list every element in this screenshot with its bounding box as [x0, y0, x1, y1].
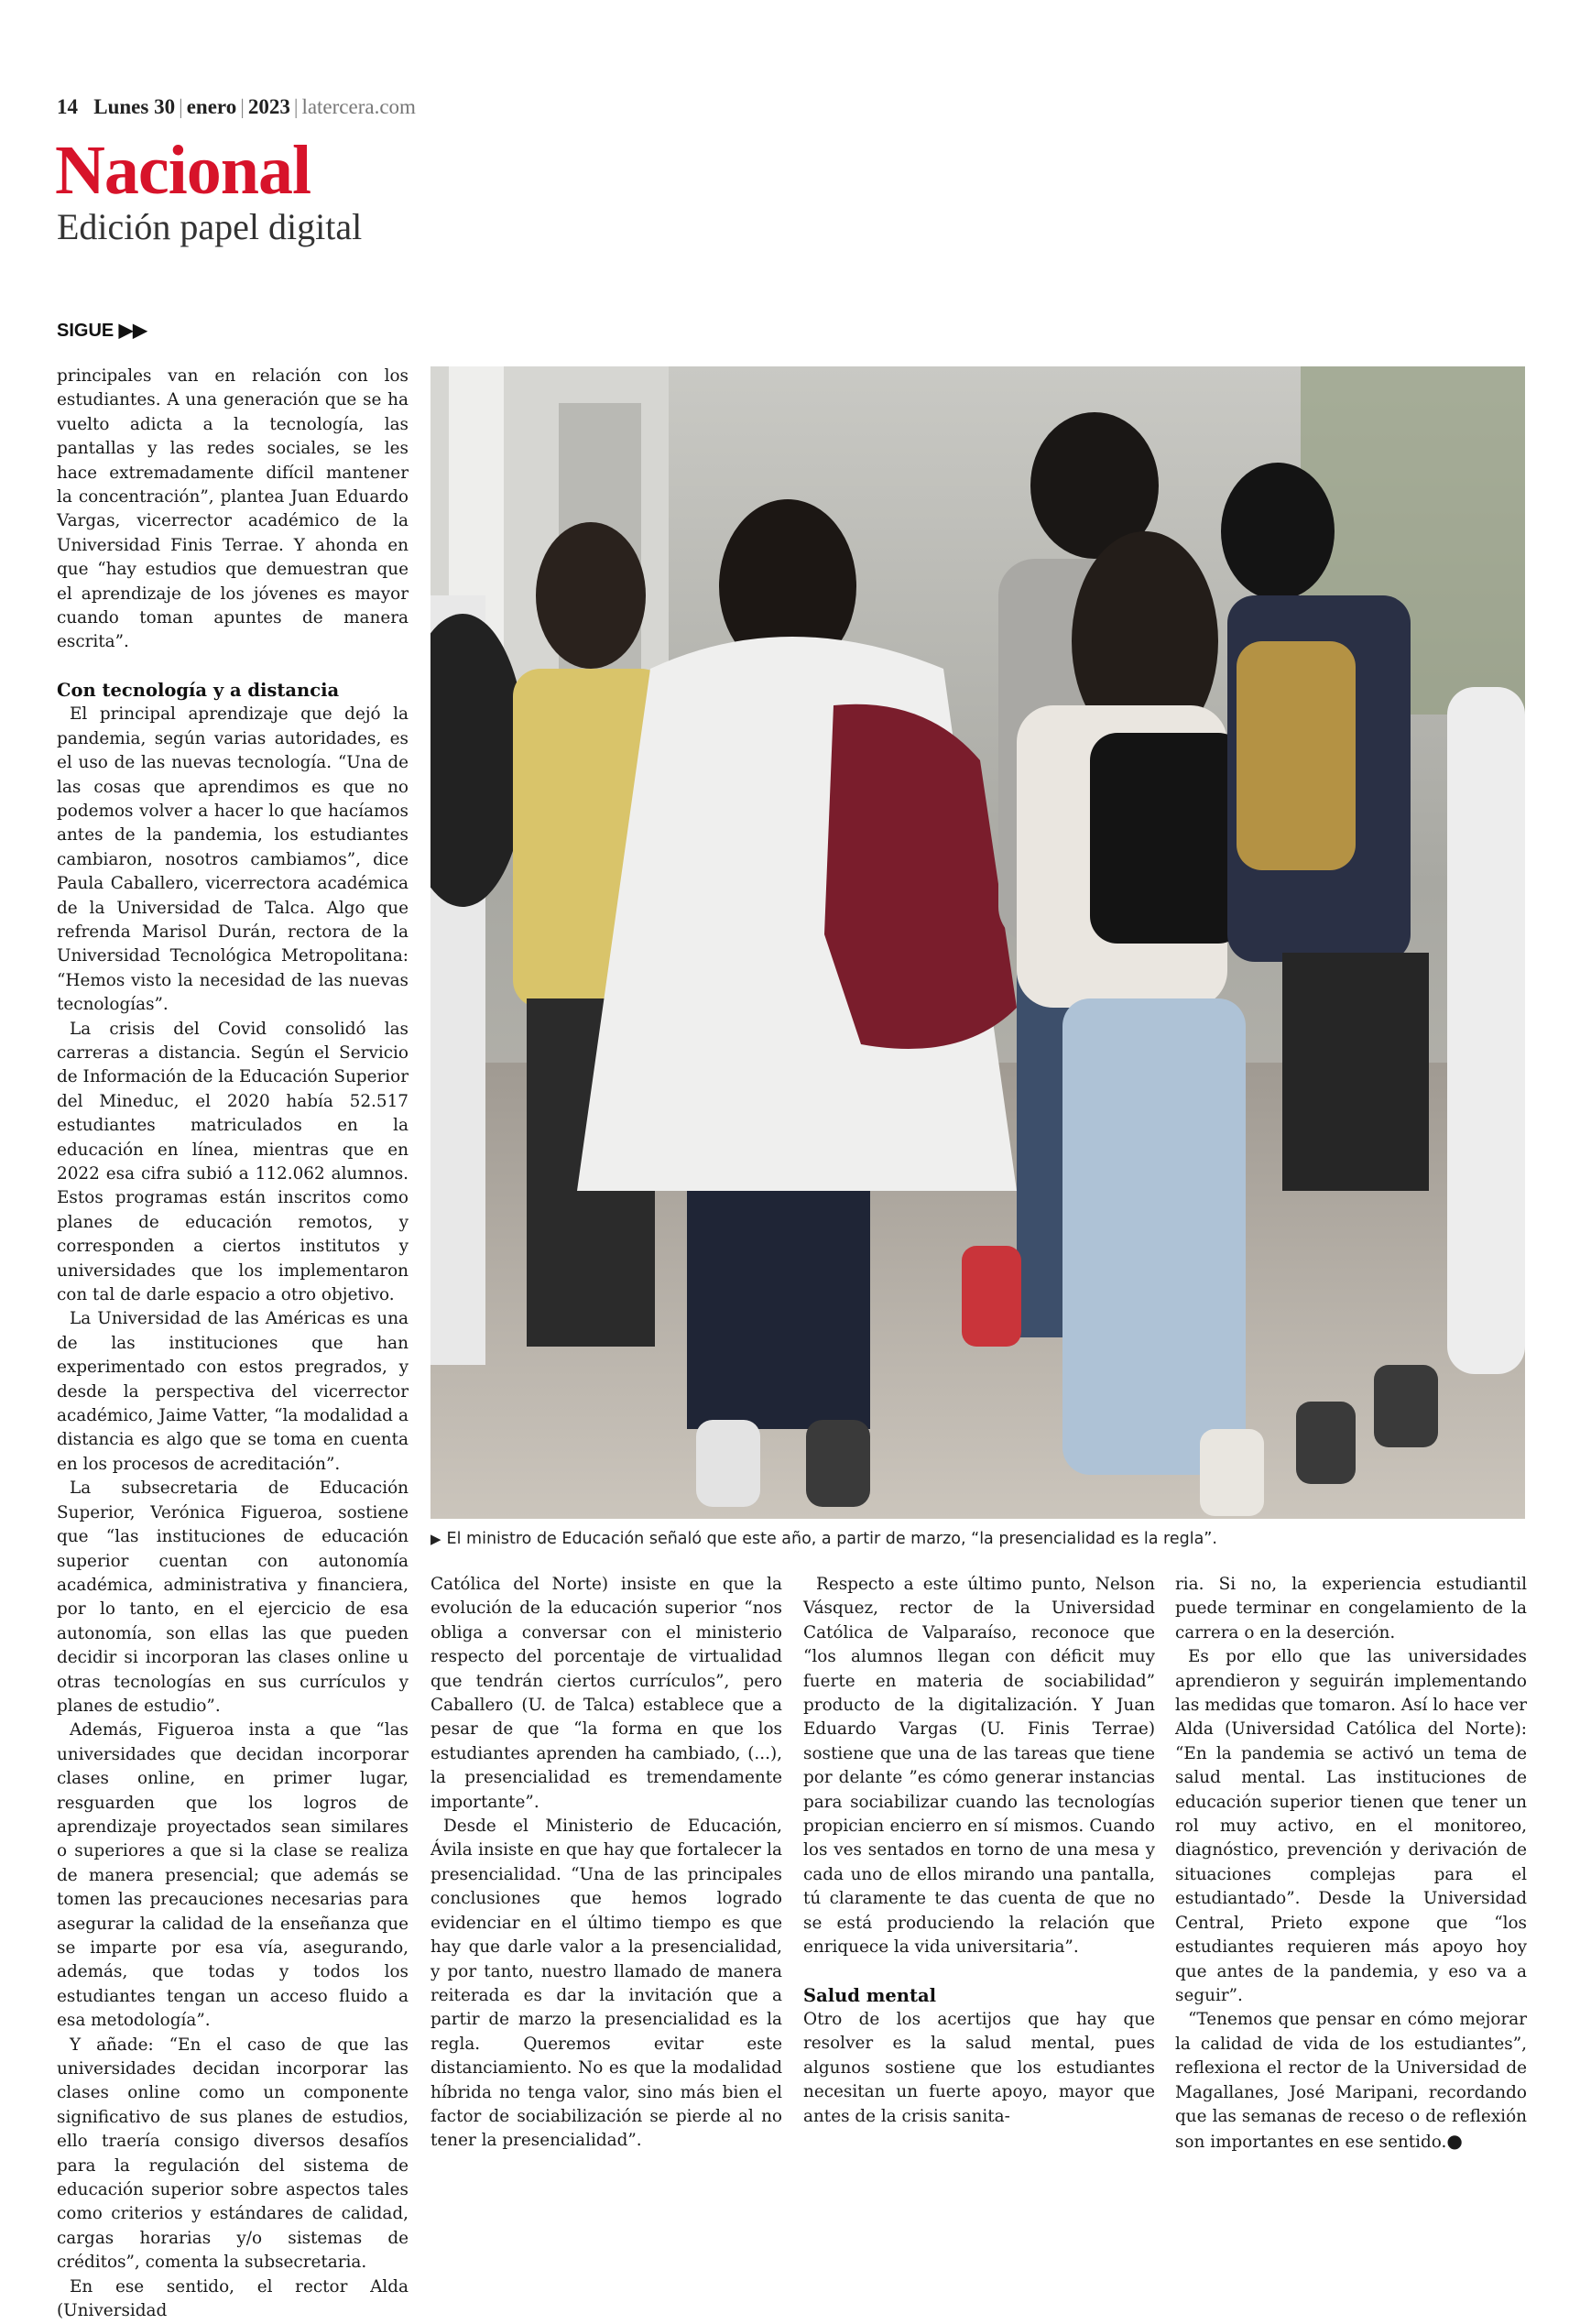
paragraph: Y añade: “En el caso de que las universidades decidan incorporar las clases online como un componente significativo de sus planes de estudios, ello traería consigo diversos desafíos para la regulación del sistema de educación superior sobre aspectos tales como criterios y estándares de calidad, cargas horarias y/o sistemas de créditos”, comenta la subsecretaria.	[57, 2035, 409, 2273]
page-header: 14 Lunes 30 | enero | 2023 | latercera.com	[57, 95, 416, 118]
section-subtitle: Edición papel digital	[57, 206, 363, 247]
date-month: enero	[186, 95, 237, 118]
end-of-article-icon: ●	[1446, 2130, 1463, 2153]
date-day: Lunes 30	[93, 95, 176, 118]
paragraph: La Universidad de las Américas es una de las instituciones que han experimentado con estos pregrados, y desde la perspectiva del vicerrector académico, Jaime Vatter, “la modalidad a distancia es algo que se toma en cuenta en los procesos de acreditación”.	[57, 1309, 409, 1474]
students-walking-photo	[430, 366, 1525, 1519]
article-column-3	[803, 1573, 1155, 2129]
subheading-salud-mental: Salud mental	[803, 1984, 936, 2006]
paragraph-text: “Tenemos que pensar en cómo mejorar la calidad de vida de los estudiantes”, reflexiona el rector de la Universidad de Magallanes, José Maripani, recordando que las semanas de receso o de reflexión son importantes en ese sentido.	[1175, 2010, 1527, 2153]
caption-text: El ministro de Educación señaló que este año, a partir de marzo, “la presencialidad es la regla”.	[446, 1530, 1217, 1548]
subheading-tecnologia: Con tecnología y a distancia	[57, 679, 340, 701]
paragraph: Es por ello que las universidades aprendieron y seguirán implementando las medidas que tomaron. Así lo hace ver Alda (Universidad Católica del Norte): “En la pandemia se activó un tema de salud mental. Las instituciones de educación superior tienen que tener un rol muy activo, en el monitoreo, diagnóstico, prevención y derivación de situaciones complejas para el estudiantado”. Desde la Universidad Central, Prieto expone que “los estudiantes requieren más apoyo hoy que antes de la pandemia, y eso va a seguir”.	[1175, 1647, 1527, 2005]
section-title: Nacional	[55, 132, 311, 209]
paragraph: Respecto a este último punto, Nelson Vásquez, rector de la Universidad Católica de Valparaíso, reconoce que “los alumnos llegan con déficit muy fuerte en materia de sociabilidad” producto de la digitalización. Y Juan Eduardo Vargas (U. Finis Terrae) sostiene que una de las tareas que tiene por delante ”es cómo generar instancias para sociabilizar cuando las tecnologías propician encierro en sí mismos. Cuando los ves sentados en torno de una mesa y cada uno de ellos mirando una pantalla, tú claramente te das cuenta de que no se está produciendo la relación que enriquece la vida universitaria”.	[803, 1575, 1155, 1958]
paragraph: principales van en relación con los estudiantes. A una generación que se ha vuelto adicta a la tecnología, las pantallas y las redes sociales, se les hace extremadamente difícil mantener la concentración”, plantea Juan Eduardo Vargas, vicerrector académico de la Universidad Finis Terrae. Y ahonda en que “hay estudios que demuestran que el aprendizaje de los jóvenes es mayor cuando toman apuntes de manera escrita”.	[57, 366, 409, 652]
paragraph: Además, Figueroa insta a que “las universidades que decidan incorporar clases online, en primer lugar, resguarden que los logros de aprendizaje proyectados sean similares o superiores a que si la clase se realiza de manera presencial; que además se tomen las precauciones necesarias para asegurar la calidad de la enseñanza que se imparte por esa vía, asegurando, además, que todas y todos los estudiantes tengan un acceso fluido a esa metodología”.	[57, 1720, 409, 2031]
paragraph: Desde el Ministerio de Educación, Ávila insiste en que hay que fortalecer la presencialidad. “Una de las principales conclusiones que hemos logrado evidenciar en el último tiempo es que hay que darle valor a la presencialidad, y por tanto, nuestro llamado de manera reiterada es dar la invitación que a partir de marzo la presencialidad es la regla. Queremos evitar este distanciamiento. No es que la modalidad híbrida no tenga valor, sino más bien el factor de sociabilización se pierde al no tener la presencialidad”.	[430, 1817, 782, 2151]
article-column-2	[430, 1573, 782, 2154]
paragraph: La crisis del Covid consolidó las carreras a distancia. Según el Servicio de Información de la Educación Superior del Mineduc, el 2020 había 52.517 estudiantes matriculados en la educación en línea, mientras que en 2022 esa cifra subió a 112.062 alumnos. Estos programas están inscritos como planes de educación remotos, y corresponden a ciertos institutos y universidades que los implementaron con tal de darle espacio a otro objetivo.	[57, 1019, 409, 1305]
paragraph: El principal aprendizaje que dejó la pandemia, según varias autoridades, es el uso de las nuevas tecnología. “Una de las cosas que aprendimos es que no podemos volver a hacer lo que hacíamos antes de la pandemia, los estudiantes cambiaron, nosotros cambiamos”, dice Paula Caballero, vicerrectora académica de la Universidad de Talca. Algo que refrenda Marisol Durán, rectora de la Universidad Tecnológica Metropolitana: “Hemos visto la necesidad de las nuevas tecnologías”.	[57, 704, 409, 1015]
paragraph: Católica del Norte) insiste en que la evolución de la educación superior “nos obliga a conversar con el ministerio respecto del porcentaje de virtualidad que tendrán ciertos currículos”, pero Caballero (U. de Talca) establece que a pesar de que “la forma en que los estudiantes aprenden ha cambiado, (...), la presencialidad es tremendamente importante”.	[430, 1575, 782, 1812]
paragraph: Otro de los acertijos que hay que resolver es la salud mental, pues algunos sostiene que los estudiantes necesitan un fuerte apoyo, mayor que antes de la crisis sanita-	[803, 2009, 1155, 2126]
photo-caption	[430, 1530, 1525, 1548]
article-photo	[430, 366, 1525, 1519]
caption-arrow-icon: ▶	[430, 1531, 441, 1547]
site-link[interactable]: latercera.com	[301, 95, 416, 118]
paragraph	[1175, 2008, 1527, 2155]
article-column-1	[57, 365, 409, 2324]
page-number: 14	[57, 95, 78, 118]
continues-label: SIGUE ▶▶	[57, 321, 147, 341]
paragraph: La subsecretaria de Educación Superior, Verónica Figueroa, sostiene que “las instituciones de educación superior cuentan con autonomía académica, administrativa y financiera, por lo tanto, en el ejercicio de esa autonomía, son ellas las que pueden decidir si incorporan las clases online u otras tecnologías en sus currículos y planes de estudio”.	[57, 1478, 409, 1716]
date-year: 2023	[247, 95, 290, 118]
article-column-4	[1175, 1573, 1527, 2155]
paragraph: ria. Si no, la experiencia estudiantil puede terminar en congelamiento de la carrera o en la deserción.	[1175, 1575, 1527, 1642]
paragraph: En ese sentido, el rector Alda (Universidad	[57, 2276, 409, 2321]
